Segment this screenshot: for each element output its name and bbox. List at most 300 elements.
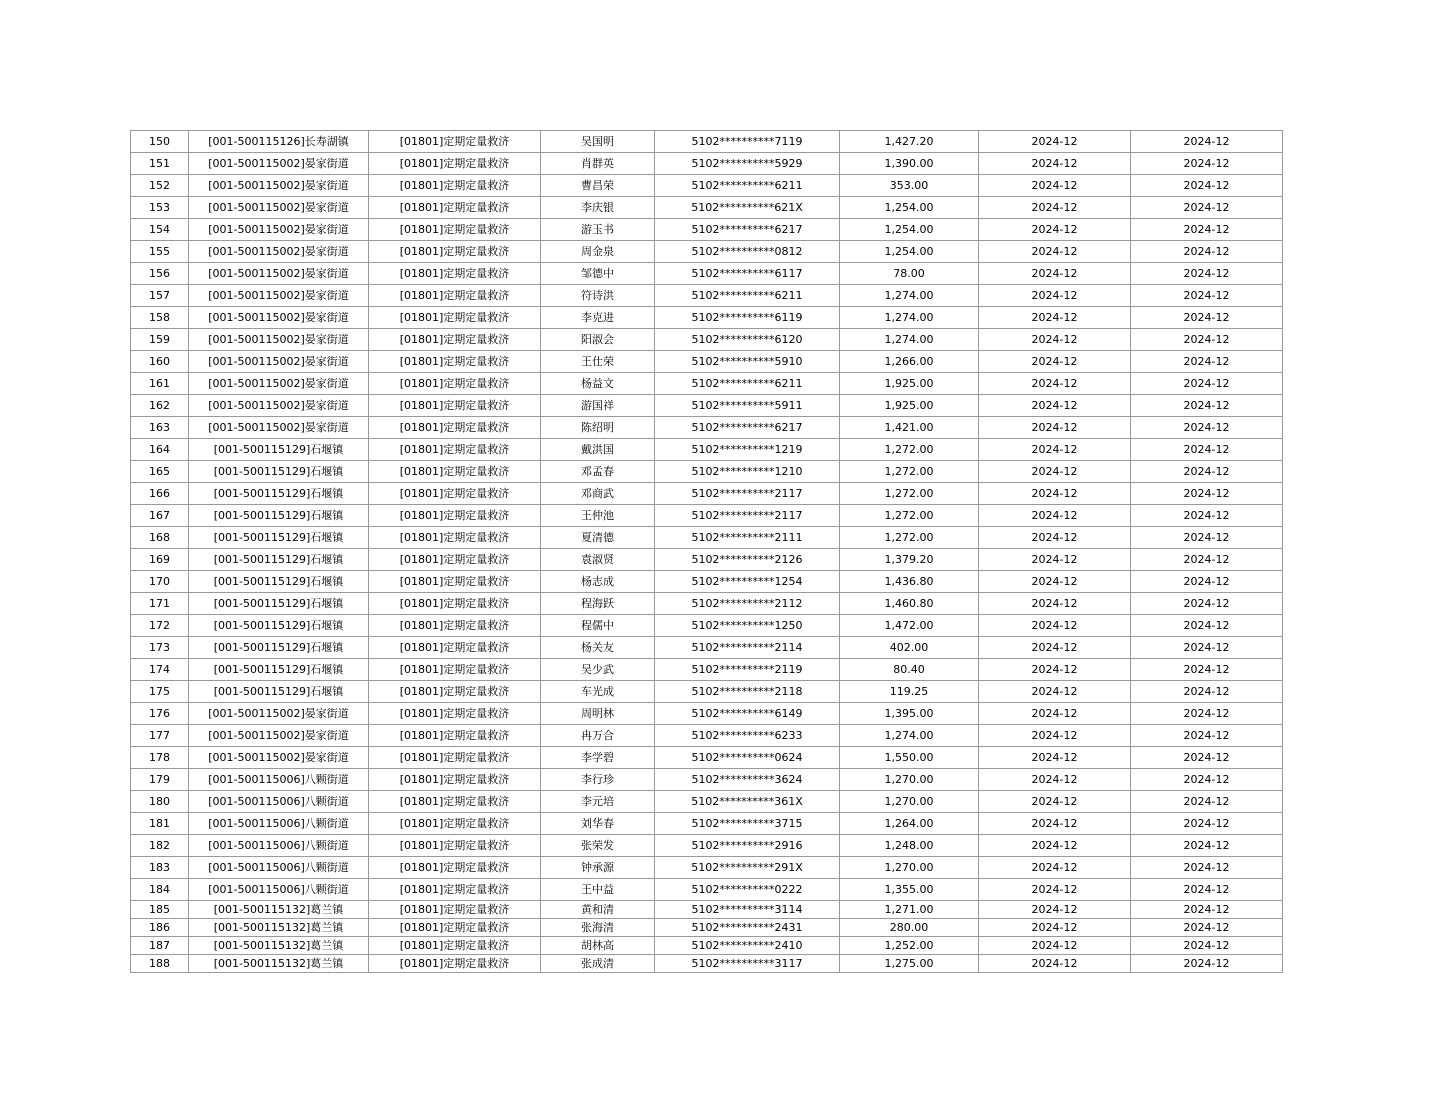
region-cell: [001-500115002]晏家街道 <box>189 307 369 329</box>
name-cell: 王仕荣 <box>541 351 655 373</box>
start-month-cell: 2024-12 <box>979 769 1131 791</box>
name-cell: 周金泉 <box>541 241 655 263</box>
end-month-cell: 2024-12 <box>1131 725 1283 747</box>
amount-cell: 1,390.00 <box>840 153 979 175</box>
id-number-cell: 5102**********2431 <box>655 919 840 937</box>
relief-type-cell: [01801]定期定量救济 <box>369 527 541 549</box>
relief-type-cell: [01801]定期定量救济 <box>369 417 541 439</box>
relief-type-cell: [01801]定期定量救济 <box>369 131 541 153</box>
table-row <box>131 461 1283 483</box>
region-cell: [001-500115129]石堰镇 <box>189 549 369 571</box>
id-number-cell: 5102**********3624 <box>655 769 840 791</box>
relief-type-cell: [01801]定期定量救济 <box>369 461 541 483</box>
id-number-cell: 5102**********6211 <box>655 373 840 395</box>
id-number-cell: 5102**********6120 <box>655 329 840 351</box>
amount-cell: 1,272.00 <box>840 461 979 483</box>
amount-cell: 1,436.80 <box>840 571 979 593</box>
row-number: 153 <box>131 197 189 219</box>
relief-type-cell: [01801]定期定量救济 <box>369 879 541 901</box>
amount-cell: 119.25 <box>840 681 979 703</box>
start-month-cell: 2024-12 <box>979 747 1131 769</box>
end-month-cell: 2024-12 <box>1131 329 1283 351</box>
start-month-cell: 2024-12 <box>979 351 1131 373</box>
id-number-cell: 5102**********2114 <box>655 637 840 659</box>
relief-type-cell: [01801]定期定量救济 <box>369 615 541 637</box>
id-number-cell: 5102**********0624 <box>655 747 840 769</box>
region-cell: [001-500115006]八颗街道 <box>189 879 369 901</box>
table-row <box>131 483 1283 505</box>
start-month-cell: 2024-12 <box>979 307 1131 329</box>
start-month-cell: 2024-12 <box>979 505 1131 527</box>
relief-type-cell: [01801]定期定量救济 <box>369 175 541 197</box>
row-number: 165 <box>131 461 189 483</box>
relief-type-cell: [01801]定期定量救济 <box>369 637 541 659</box>
id-number-cell: 5102**********3117 <box>655 955 840 973</box>
table-row <box>131 241 1283 263</box>
row-number: 163 <box>131 417 189 439</box>
table-row <box>131 879 1283 901</box>
end-month-cell: 2024-12 <box>1131 131 1283 153</box>
region-cell: [001-500115129]石堰镇 <box>189 571 369 593</box>
name-cell: 张成清 <box>541 955 655 973</box>
amount-cell: 1,248.00 <box>840 835 979 857</box>
end-month-cell: 2024-12 <box>1131 835 1283 857</box>
relief-type-cell: [01801]定期定量救济 <box>369 955 541 973</box>
relief-type-cell: [01801]定期定量救济 <box>369 219 541 241</box>
id-number-cell: 5102**********6211 <box>655 285 840 307</box>
relief-type-cell: [01801]定期定量救济 <box>369 505 541 527</box>
end-month-cell: 2024-12 <box>1131 461 1283 483</box>
start-month-cell: 2024-12 <box>979 263 1131 285</box>
end-month-cell: 2024-12 <box>1131 373 1283 395</box>
name-cell: 陈绍明 <box>541 417 655 439</box>
end-month-cell: 2024-12 <box>1131 769 1283 791</box>
id-number-cell: 5102**********2410 <box>655 937 840 955</box>
end-month-cell: 2024-12 <box>1131 263 1283 285</box>
start-month-cell: 2024-12 <box>979 461 1131 483</box>
end-month-cell: 2024-12 <box>1131 483 1283 505</box>
table-row <box>131 263 1283 285</box>
id-number-cell: 5102**********2117 <box>655 483 840 505</box>
relief-type-cell: [01801]定期定量救济 <box>369 919 541 937</box>
relief-type-cell: [01801]定期定量救济 <box>369 549 541 571</box>
start-month-cell: 2024-12 <box>979 285 1131 307</box>
relief-type-cell: [01801]定期定量救济 <box>369 659 541 681</box>
end-month-cell: 2024-12 <box>1131 879 1283 901</box>
row-number: 187 <box>131 937 189 955</box>
table-row <box>131 417 1283 439</box>
amount-cell: 1,427.20 <box>840 131 979 153</box>
end-month-cell: 2024-12 <box>1131 197 1283 219</box>
name-cell: 袁淑贤 <box>541 549 655 571</box>
name-cell: 阳淑会 <box>541 329 655 351</box>
end-month-cell: 2024-12 <box>1131 919 1283 937</box>
region-cell: [001-500115002]晏家街道 <box>189 703 369 725</box>
amount-cell: 1,460.80 <box>840 593 979 615</box>
name-cell: 戴洪国 <box>541 439 655 461</box>
end-month-cell: 2024-12 <box>1131 395 1283 417</box>
region-cell: [001-500115129]石堰镇 <box>189 637 369 659</box>
table-row <box>131 351 1283 373</box>
region-cell: [001-500115002]晏家街道 <box>189 747 369 769</box>
region-cell: [001-500115002]晏家街道 <box>189 329 369 351</box>
start-month-cell: 2024-12 <box>979 197 1131 219</box>
end-month-cell: 2024-12 <box>1131 351 1283 373</box>
amount-cell: 1,925.00 <box>840 395 979 417</box>
table-row <box>131 329 1283 351</box>
end-month-cell: 2024-12 <box>1131 593 1283 615</box>
amount-cell: 1,270.00 <box>840 791 979 813</box>
name-cell: 邓商武 <box>541 483 655 505</box>
start-month-cell: 2024-12 <box>979 439 1131 461</box>
table-row <box>131 373 1283 395</box>
start-month-cell: 2024-12 <box>979 241 1131 263</box>
start-month-cell: 2024-12 <box>979 955 1131 973</box>
end-month-cell: 2024-12 <box>1131 307 1283 329</box>
end-month-cell: 2024-12 <box>1131 527 1283 549</box>
region-cell: [001-500115006]八颗街道 <box>189 835 369 857</box>
end-month-cell: 2024-12 <box>1131 219 1283 241</box>
region-cell: [001-500115132]葛兰镇 <box>189 955 369 973</box>
id-number-cell: 5102**********3715 <box>655 813 840 835</box>
amount-cell: 1,252.00 <box>840 937 979 955</box>
id-number-cell: 5102**********1219 <box>655 439 840 461</box>
row-number: 174 <box>131 659 189 681</box>
name-cell: 李元培 <box>541 791 655 813</box>
row-number: 170 <box>131 571 189 593</box>
name-cell: 吴少武 <box>541 659 655 681</box>
table-row <box>131 955 1283 973</box>
name-cell: 周明林 <box>541 703 655 725</box>
relief-type-cell: [01801]定期定量救济 <box>369 571 541 593</box>
end-month-cell: 2024-12 <box>1131 285 1283 307</box>
end-month-cell: 2024-12 <box>1131 681 1283 703</box>
start-month-cell: 2024-12 <box>979 527 1131 549</box>
amount-cell: 1,272.00 <box>840 439 979 461</box>
region-cell: [001-500115006]八颗街道 <box>189 769 369 791</box>
row-number: 175 <box>131 681 189 703</box>
row-number: 188 <box>131 955 189 973</box>
end-month-cell: 2024-12 <box>1131 439 1283 461</box>
start-month-cell: 2024-12 <box>979 637 1131 659</box>
id-number-cell: 5102**********1250 <box>655 615 840 637</box>
row-number: 161 <box>131 373 189 395</box>
row-number: 152 <box>131 175 189 197</box>
relief-type-cell: [01801]定期定量救济 <box>369 329 541 351</box>
name-cell: 车光成 <box>541 681 655 703</box>
region-cell: [001-500115002]晏家街道 <box>189 373 369 395</box>
id-number-cell: 5102**********5910 <box>655 351 840 373</box>
row-number: 178 <box>131 747 189 769</box>
relief-type-cell: [01801]定期定量救济 <box>369 197 541 219</box>
name-cell: 邹德中 <box>541 263 655 285</box>
row-number: 167 <box>131 505 189 527</box>
table-row <box>131 285 1283 307</box>
table-row <box>131 769 1283 791</box>
row-number: 156 <box>131 263 189 285</box>
region-cell: [001-500115002]晏家街道 <box>189 197 369 219</box>
id-number-cell: 5102**********6211 <box>655 175 840 197</box>
region-cell: [001-500115126]长寿湖镇 <box>189 131 369 153</box>
relief-type-cell: [01801]定期定量救济 <box>369 593 541 615</box>
relief-type-cell: [01801]定期定量救济 <box>369 351 541 373</box>
name-cell: 肖群英 <box>541 153 655 175</box>
region-cell: [001-500115006]八颗街道 <box>189 813 369 835</box>
name-cell: 王仲池 <box>541 505 655 527</box>
relief-type-cell: [01801]定期定量救济 <box>369 373 541 395</box>
region-cell: [001-500115129]石堰镇 <box>189 615 369 637</box>
amount-cell: 80.40 <box>840 659 979 681</box>
row-number: 162 <box>131 395 189 417</box>
id-number-cell: 5102**********6149 <box>655 703 840 725</box>
amount-cell: 1,266.00 <box>840 351 979 373</box>
relief-type-cell: [01801]定期定量救济 <box>369 681 541 703</box>
row-number: 166 <box>131 483 189 505</box>
row-number: 169 <box>131 549 189 571</box>
region-cell: [001-500115002]晏家街道 <box>189 219 369 241</box>
end-month-cell: 2024-12 <box>1131 857 1283 879</box>
table-row <box>131 131 1283 153</box>
row-number: 164 <box>131 439 189 461</box>
end-month-cell: 2024-12 <box>1131 955 1283 973</box>
relief-type-cell: [01801]定期定量救济 <box>369 747 541 769</box>
amount-cell: 1,272.00 <box>840 505 979 527</box>
table-row <box>131 219 1283 241</box>
id-number-cell: 5102**********6117 <box>655 263 840 285</box>
amount-cell: 1,421.00 <box>840 417 979 439</box>
name-cell: 黄和清 <box>541 901 655 919</box>
name-cell: 符诗洪 <box>541 285 655 307</box>
id-number-cell: 5102**********0222 <box>655 879 840 901</box>
start-month-cell: 2024-12 <box>979 659 1131 681</box>
relief-type-cell: [01801]定期定量救济 <box>369 901 541 919</box>
start-month-cell: 2024-12 <box>979 131 1131 153</box>
row-number: 151 <box>131 153 189 175</box>
id-number-cell: 5102**********1254 <box>655 571 840 593</box>
row-number: 181 <box>131 813 189 835</box>
start-month-cell: 2024-12 <box>979 879 1131 901</box>
region-cell: [001-500115002]晏家街道 <box>189 725 369 747</box>
table-row <box>131 747 1283 769</box>
region-cell: [001-500115129]石堰镇 <box>189 593 369 615</box>
region-cell: [001-500115132]葛兰镇 <box>189 919 369 937</box>
relief-roster-table <box>130 130 1283 973</box>
row-number: 185 <box>131 901 189 919</box>
id-number-cell: 5102**********361X <box>655 791 840 813</box>
relief-type-cell: [01801]定期定量救济 <box>369 937 541 955</box>
start-month-cell: 2024-12 <box>979 417 1131 439</box>
table-row <box>131 593 1283 615</box>
name-cell: 钟承源 <box>541 857 655 879</box>
table-row <box>131 175 1283 197</box>
name-cell: 杨志成 <box>541 571 655 593</box>
region-cell: [001-500115002]晏家街道 <box>189 263 369 285</box>
region-cell: [001-500115129]石堰镇 <box>189 439 369 461</box>
start-month-cell: 2024-12 <box>979 549 1131 571</box>
relief-type-cell: [01801]定期定量救济 <box>369 725 541 747</box>
row-number: 182 <box>131 835 189 857</box>
row-number: 171 <box>131 593 189 615</box>
table-row <box>131 725 1283 747</box>
name-cell: 胡林高 <box>541 937 655 955</box>
amount-cell: 1,275.00 <box>840 955 979 973</box>
amount-cell: 1,272.00 <box>840 483 979 505</box>
amount-cell: 1,274.00 <box>840 307 979 329</box>
relief-type-cell: [01801]定期定量救济 <box>369 307 541 329</box>
amount-cell: 280.00 <box>840 919 979 937</box>
amount-cell: 78.00 <box>840 263 979 285</box>
name-cell: 李庆银 <box>541 197 655 219</box>
id-number-cell: 5102**********2916 <box>655 835 840 857</box>
region-cell: [001-500115129]石堰镇 <box>189 505 369 527</box>
relief-type-cell: [01801]定期定量救济 <box>369 285 541 307</box>
relief-type-cell: [01801]定期定量救济 <box>369 439 541 461</box>
amount-cell: 353.00 <box>840 175 979 197</box>
region-cell: [001-500115002]晏家街道 <box>189 351 369 373</box>
amount-cell: 1,355.00 <box>840 879 979 901</box>
amount-cell: 1,379.20 <box>840 549 979 571</box>
table-row <box>131 505 1283 527</box>
amount-cell: 1,254.00 <box>840 241 979 263</box>
amount-cell: 1,254.00 <box>840 219 979 241</box>
table-row <box>131 153 1283 175</box>
region-cell: [001-500115129]石堰镇 <box>189 527 369 549</box>
region-cell: [001-500115129]石堰镇 <box>189 659 369 681</box>
amount-cell: 1,472.00 <box>840 615 979 637</box>
name-cell: 游国祥 <box>541 395 655 417</box>
start-month-cell: 2024-12 <box>979 937 1131 955</box>
end-month-cell: 2024-12 <box>1131 571 1283 593</box>
start-month-cell: 2024-12 <box>979 483 1131 505</box>
row-number: 173 <box>131 637 189 659</box>
table-row <box>131 395 1283 417</box>
amount-cell: 402.00 <box>840 637 979 659</box>
relief-type-cell: [01801]定期定量救济 <box>369 395 541 417</box>
name-cell: 张海清 <box>541 919 655 937</box>
table-row <box>131 791 1283 813</box>
row-number: 180 <box>131 791 189 813</box>
region-cell: [001-500115002]晏家街道 <box>189 285 369 307</box>
region-cell: [001-500115002]晏家街道 <box>189 395 369 417</box>
row-number: 186 <box>131 919 189 937</box>
row-number: 150 <box>131 131 189 153</box>
name-cell: 杨关友 <box>541 637 655 659</box>
id-number-cell: 5102**********3114 <box>655 901 840 919</box>
amount-cell: 1,270.00 <box>840 769 979 791</box>
name-cell: 程海跃 <box>541 593 655 615</box>
start-month-cell: 2024-12 <box>979 919 1131 937</box>
table-row <box>131 439 1283 461</box>
start-month-cell: 2024-12 <box>979 395 1131 417</box>
table-row <box>131 703 1283 725</box>
amount-cell: 1,271.00 <box>840 901 979 919</box>
amount-cell: 1,274.00 <box>840 725 979 747</box>
start-month-cell: 2024-12 <box>979 835 1131 857</box>
name-cell: 李克进 <box>541 307 655 329</box>
table-row <box>131 571 1283 593</box>
amount-cell: 1,395.00 <box>840 703 979 725</box>
row-number: 159 <box>131 329 189 351</box>
row-number: 172 <box>131 615 189 637</box>
region-cell: [001-500115002]晏家街道 <box>189 241 369 263</box>
region-cell: [001-500115132]葛兰镇 <box>189 937 369 955</box>
start-month-cell: 2024-12 <box>979 593 1131 615</box>
table-row <box>131 197 1283 219</box>
id-number-cell: 5102**********6119 <box>655 307 840 329</box>
name-cell: 刘华春 <box>541 813 655 835</box>
table-row <box>131 527 1283 549</box>
start-month-cell: 2024-12 <box>979 813 1131 835</box>
id-number-cell: 5102**********2117 <box>655 505 840 527</box>
name-cell: 冉万合 <box>541 725 655 747</box>
table-row <box>131 637 1283 659</box>
start-month-cell: 2024-12 <box>979 175 1131 197</box>
end-month-cell: 2024-12 <box>1131 417 1283 439</box>
name-cell: 邓孟春 <box>541 461 655 483</box>
row-number: 183 <box>131 857 189 879</box>
name-cell: 李学碧 <box>541 747 655 769</box>
region-cell: [001-500115002]晏家街道 <box>189 153 369 175</box>
end-month-cell: 2024-12 <box>1131 175 1283 197</box>
table-row <box>131 549 1283 571</box>
relief-type-cell: [01801]定期定量救济 <box>369 483 541 505</box>
end-month-cell: 2024-12 <box>1131 813 1283 835</box>
end-month-cell: 2024-12 <box>1131 747 1283 769</box>
row-number: 160 <box>131 351 189 373</box>
relief-type-cell: [01801]定期定量救济 <box>369 703 541 725</box>
row-number: 179 <box>131 769 189 791</box>
amount-cell: 1,270.00 <box>840 857 979 879</box>
relief-type-cell: [01801]定期定量救济 <box>369 153 541 175</box>
name-cell: 夏清德 <box>541 527 655 549</box>
region-cell: [001-500115002]晏家街道 <box>189 175 369 197</box>
start-month-cell: 2024-12 <box>979 791 1131 813</box>
id-number-cell: 5102**********2119 <box>655 659 840 681</box>
id-number-cell: 5102**********0812 <box>655 241 840 263</box>
relief-type-cell: [01801]定期定量救济 <box>369 791 541 813</box>
table-row <box>131 813 1283 835</box>
start-month-cell: 2024-12 <box>979 329 1131 351</box>
relief-type-cell: [01801]定期定量救济 <box>369 835 541 857</box>
region-cell: [001-500115132]葛兰镇 <box>189 901 369 919</box>
table-row <box>131 835 1283 857</box>
start-month-cell: 2024-12 <box>979 703 1131 725</box>
name-cell: 曹昌荣 <box>541 175 655 197</box>
id-number-cell: 5102**********6233 <box>655 725 840 747</box>
name-cell: 程儒中 <box>541 615 655 637</box>
region-cell: [001-500115002]晏家街道 <box>189 417 369 439</box>
id-number-cell: 5102**********6217 <box>655 219 840 241</box>
relief-type-cell: [01801]定期定量救济 <box>369 813 541 835</box>
relief-type-cell: [01801]定期定量救济 <box>369 263 541 285</box>
start-month-cell: 2024-12 <box>979 219 1131 241</box>
amount-cell: 1,550.00 <box>840 747 979 769</box>
row-number: 154 <box>131 219 189 241</box>
start-month-cell: 2024-12 <box>979 857 1131 879</box>
row-number: 177 <box>131 725 189 747</box>
id-number-cell: 5102**********2118 <box>655 681 840 703</box>
name-cell: 李行珍 <box>541 769 655 791</box>
end-month-cell: 2024-12 <box>1131 659 1283 681</box>
row-number: 157 <box>131 285 189 307</box>
amount-cell: 1,925.00 <box>840 373 979 395</box>
relief-type-cell: [01801]定期定量救济 <box>369 241 541 263</box>
row-number: 184 <box>131 879 189 901</box>
end-month-cell: 2024-12 <box>1131 615 1283 637</box>
relief-type-cell: [01801]定期定量救济 <box>369 769 541 791</box>
id-number-cell: 5102**********6217 <box>655 417 840 439</box>
start-month-cell: 2024-12 <box>979 681 1131 703</box>
